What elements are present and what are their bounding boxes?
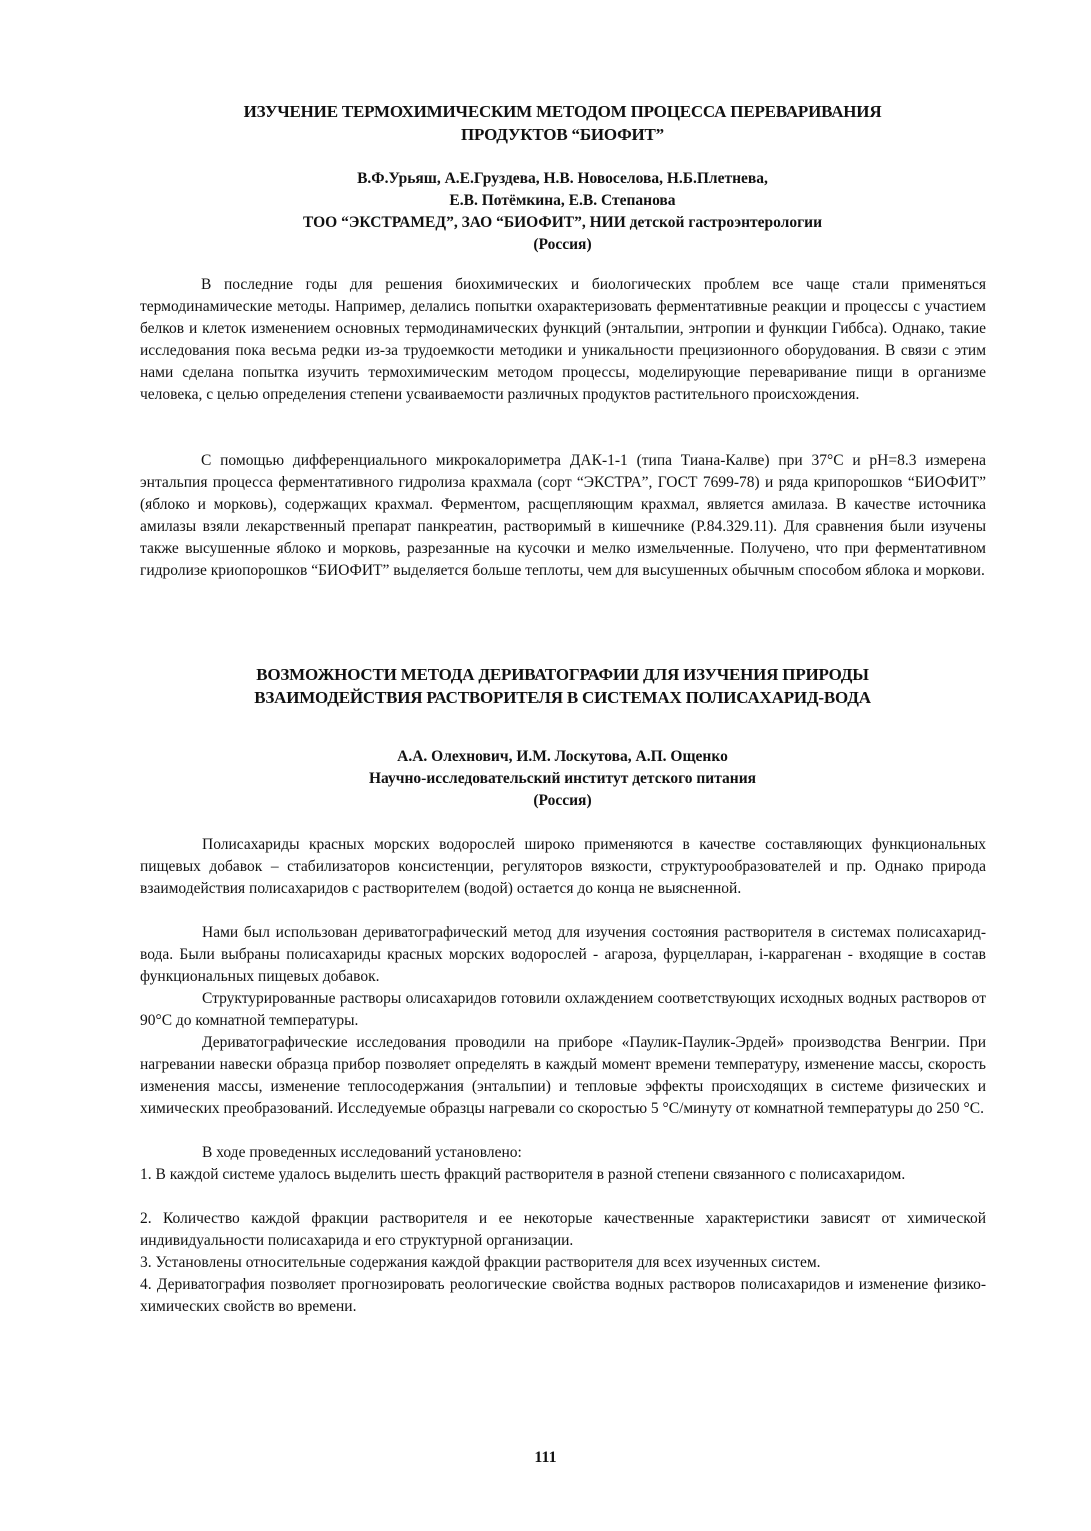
page-number: 111 — [534, 1449, 557, 1466]
article2-title-line: ВЗАИМОДЕЙСТВИЯ РАСТВОРИТЕЛЯ В СИСТЕМАХ ПОЛИСАХАРИД-ВОДА — [254, 688, 871, 707]
article2-authors-line: А.А. Олехнович, И.М. Лоскутова, А.П. Ощенко — [397, 748, 728, 765]
finding-item: 3. Установлены относительные содержания каждой фракции растворителя для всех изученных систем. — [140, 1254, 821, 1271]
finding-item: 1. В каждой системе удалось выделить шесть фракций растворителя в разной степени связанного с полисахаридом. — [140, 1166, 906, 1183]
article2-authors — [140, 746, 985, 812]
article2-country: (Россия) — [533, 792, 592, 809]
article2-affiliation: Научно-исследовательский институт детского питания — [368, 770, 757, 787]
article2-paragraph: Структурированные растворы олисахаридов готовили охлаждением соответствующих исходных водных растворов от 90°С до комнатной температуры. — [140, 990, 986, 1029]
article2-paragraph: Полисахариды красных морских водорослей широко применяются в качестве составляющих функциональных пищевых добавок – стабилизаторов консистенции, регуляторов вязкости, структурообразователей и пр. Однако природа взаимодействия полисахаридов с растворителем (водой) остается до конца не выясненной. — [140, 836, 986, 897]
article1-title — [140, 100, 985, 146]
finding-item: 4. Дериватография позволяет прогнозировать реологические свойства водных растворов полисахаридов и изменение физико-химических свойств во времени. — [140, 1276, 986, 1315]
article2-title — [140, 663, 985, 709]
article2-paragraph: Дериватографические исследования проводили на приборе «Паулик-Паулик-Эрдей» производства Венгрии. При нагревании навески образца прибор позволяет определять в каждый момент времени температуру, изменение массы, скорость изменения массы, изменение теплосодержания (энтальпии) и тепловые эффекты происходящих в системе физических и химических преобразований. Исследуемые образцы нагревали со скоростью 5 °С/минуту от комнатной температуры до 250 °С. — [140, 1034, 986, 1117]
article2-paragraph: Нами был использован дериватографический метод для изучения состояния растворителя в системах полисахарид-вода. Были выбраны полисахариды красных морских водорослей - агароза, фурцелларан, i-каррагенан - входящие в состав функциональных пищевых добавок. — [140, 924, 986, 985]
finding-item: 2. Количество каждой фракции растворителя и ее некоторые качественные характеристики зависят от химической индивидуальности полисахарида и его структурной организации. — [140, 1210, 986, 1249]
article1-affiliation: ТОО “ЭКСТРАМЕД”, ЗАО “БИОФИТ”, НИИ детской гастроэнтерологии — [302, 214, 822, 231]
article2-title-line: ВОЗМОЖНОСТИ МЕТОДА ДЕРИВАТОГРАФИИ ДЛЯ ИЗУЧЕНИЯ ПРИРОДЫ — [256, 665, 869, 684]
article1-title-line: ИЗУЧЕНИЕ ТЕРМОХИМИЧЕСКИМ МЕТОДОМ ПРОЦЕССА ПЕРЕВАРИВАНИЯ — [243, 102, 882, 121]
article1-authors — [140, 168, 985, 256]
article1-authors-line: В.Ф.Урьяш, А.Е.Груздева, Н.В. Новоселова, Н.Б.Плетнева, — [357, 170, 768, 187]
article1-country: (Россия) — [533, 236, 592, 253]
article1-paragraph: В последние годы для решения биохимических и биологических проблем все чаще стали применяться термодинамические методы. Например, делались попытки охарактеризовать ферментативные реакции и процессы с участием белков и клеток изменением основных термодинамических функций (энтальпии, энтропии и функции Гиббса). Однако, такие исследования пока весьма редки из-за трудоемкости методики и уникальности прецизионного оборудования. В связи с этим нами сделана попытка изучить термохимическим методом процессы, моделирующие переваривание пищи в организме человека, с целью определения степени усваиваемости различных продуктов растительного происхождения. — [140, 276, 986, 403]
article1-paragraph: С помощью дифференциального микрокалориметра ДАК-1-1 (типа Тиана-Калве) при 37°С и рН=8.3 измерена энтальпия процесса ферментативного гидролиза крахмала (сорт “ЭКСТРА”, ГОСТ 7699-78) и ряда крипорошков “БИОФИТ” (яблоко и морковь), содержащих крахмал. Ферментом, расщепляющим крахмал, является амилаза. В качестве источника амилазы взяли лекарственный препарат панкреатин, растворимый в кишечнике (Р.84.329.11). Для сравнения были изучены также высушенные яблоко и морковь, разрезанные на кусочки и мелко измельченные. Получено, что при ферментативном гидролизе криопорошков “БИОФИТ” выделяется больше теплоты, чем для высушенных обычным способом яблока и моркови. — [140, 452, 986, 579]
article1-authors-line: Е.В. Потёмкина, Е.В. Степанова — [449, 192, 676, 209]
article2-paragraph: В ходе проведенных исследований установлено: — [202, 1144, 522, 1161]
article1-title-line: ПРОДУКТОВ “БИОФИТ” — [461, 125, 664, 144]
